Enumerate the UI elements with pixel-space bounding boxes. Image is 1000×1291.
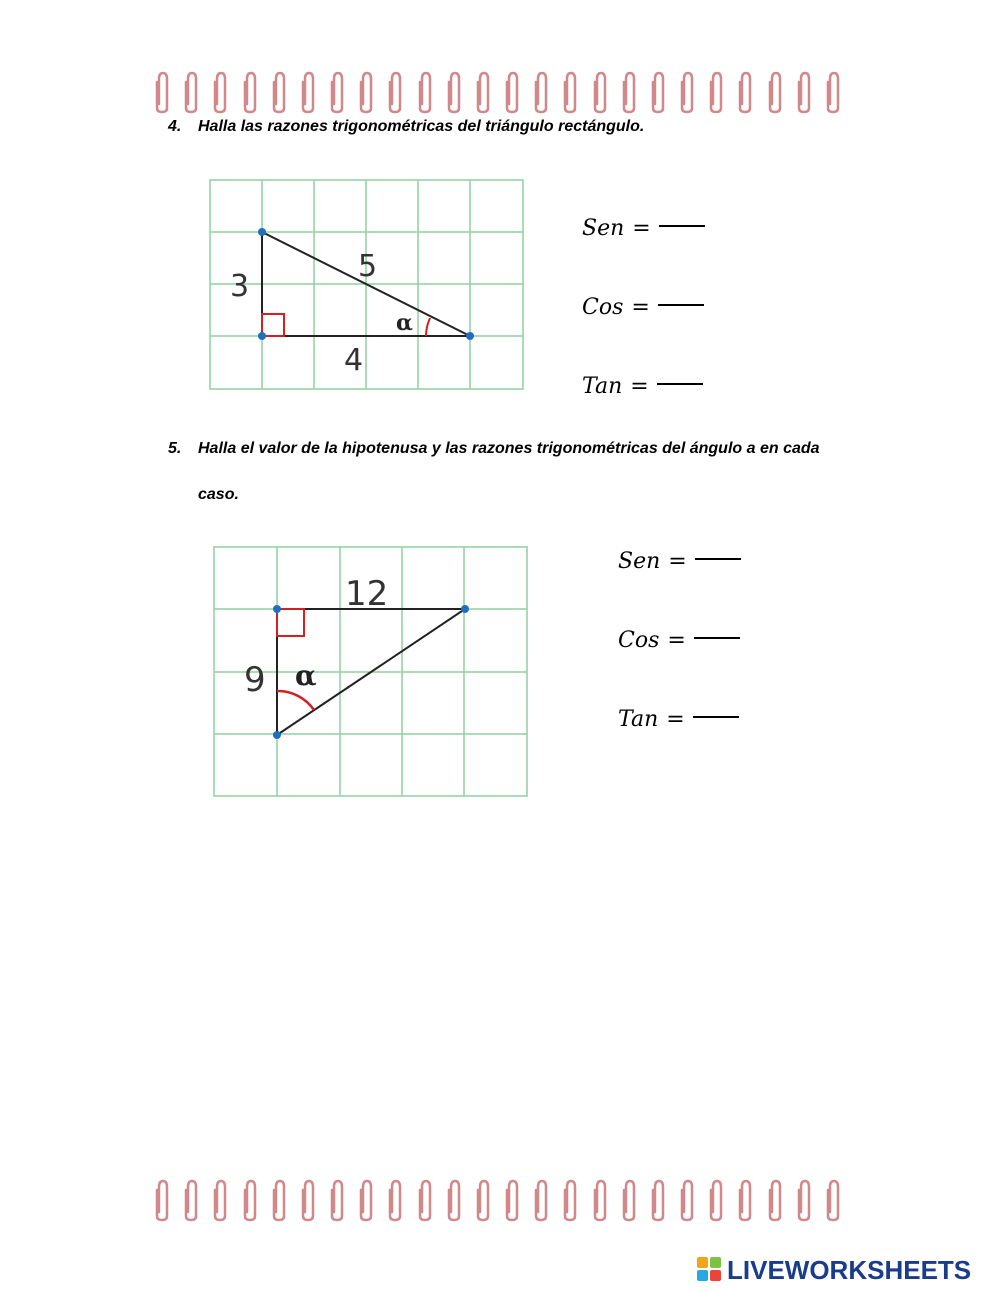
paperclip-icon: [650, 1178, 666, 1222]
equals-sign: =: [632, 216, 651, 241]
paperclip-icon: [708, 1178, 724, 1222]
paperclip-icon: [271, 70, 287, 114]
equals-sign: =: [631, 295, 650, 320]
paperclip-icon: [504, 70, 520, 114]
paperclip-icon: [387, 70, 403, 114]
angle-arc: [277, 691, 314, 710]
vertex-point: [258, 332, 266, 340]
vertex-point: [273, 605, 281, 613]
question-5-number: 5.: [168, 440, 182, 457]
answer-blank[interactable]: [658, 304, 704, 306]
paperclip-icon: [533, 1178, 549, 1222]
paperclip-icon: [417, 1178, 433, 1222]
ratio-label: Sen: [582, 216, 625, 241]
paperclip-icon: [446, 1178, 462, 1222]
side-label-vertical: 3: [230, 269, 250, 304]
paperclip-icon: [562, 1178, 578, 1222]
paperclip-icon: [679, 70, 695, 114]
paperclip-icon: [592, 1178, 608, 1222]
paperclip-icon: [796, 70, 812, 114]
question-5-text-continued: caso.: [198, 486, 239, 503]
paperclip-icon: [621, 1178, 637, 1222]
answer-blank[interactable]: [695, 558, 741, 560]
side-label-horizontal: 4: [344, 343, 364, 378]
paperclip-icon: [446, 70, 462, 114]
paperclip-icon: [533, 70, 549, 114]
paperclip-icon: [183, 70, 199, 114]
paperclip-icon: [154, 70, 170, 114]
header-paperclip-row: [150, 70, 850, 116]
side-label-horizontal: 12: [345, 574, 389, 614]
hypotenuse-label: 5: [358, 249, 378, 284]
answer-blank[interactable]: [657, 383, 703, 385]
ratio-sen-q5: [618, 549, 741, 574]
ratio-cos-q5: [618, 628, 740, 653]
angle-arc: [426, 318, 430, 336]
paperclip-icon: [796, 1178, 812, 1222]
ratio-label: Cos: [618, 628, 660, 653]
paperclip-icon: [358, 70, 374, 114]
ratio-label: Cos: [582, 295, 624, 320]
ratio-sen-q4: [582, 216, 705, 241]
paperclip-icon: [767, 70, 783, 114]
paperclip-icon: [417, 70, 433, 114]
paperclip-icon: [212, 70, 228, 114]
paperclip-icon: [154, 1178, 170, 1222]
equals-sign: =: [668, 549, 687, 574]
paperclip-icon: [825, 70, 841, 114]
question-5-text: Halla el valor de la hipotenusa y las razones trigonométricas del ángulo a en cada: [198, 440, 820, 457]
vertex-point: [461, 605, 469, 613]
paperclip-icon: [475, 1178, 491, 1222]
logo-mark-icon: [697, 1257, 723, 1283]
paperclip-icon: [212, 1178, 228, 1222]
logo-text: LIVEWORKSHEETS: [727, 1255, 972, 1285]
answer-blank[interactable]: [659, 225, 705, 227]
paperclip-icon: [242, 1178, 258, 1222]
ratio-tan-q4: [582, 374, 703, 399]
ratio-tan-q5: [618, 707, 739, 732]
ratio-cos-q4: [582, 295, 704, 320]
paperclip-icon: [183, 1178, 199, 1222]
right-angle-marker: [262, 314, 284, 336]
paperclip-icon: [650, 70, 666, 114]
paperclip-icon: [737, 1178, 753, 1222]
paperclip-icon: [562, 70, 578, 114]
vertex-point: [466, 332, 474, 340]
paperclip-icon: [387, 1178, 403, 1222]
footer-paperclip-row: [150, 1178, 850, 1224]
ratio-label: Sen: [618, 549, 661, 574]
question-4-text: Halla las razones trigonométricas del triángulo rectángulo.: [198, 118, 645, 135]
liveworksheets-logo: [697, 1255, 997, 1285]
paperclip-icon: [504, 1178, 520, 1222]
paperclip-icon: [679, 1178, 695, 1222]
triangle-figure-q5: [212, 545, 532, 799]
paperclip-icon: [767, 1178, 783, 1222]
paperclip-icon: [358, 1178, 374, 1222]
paperclip-icon: [592, 70, 608, 114]
paperclip-icon: [621, 70, 637, 114]
question-4-number: 4.: [168, 118, 182, 135]
paperclip-icon: [242, 70, 258, 114]
paperclip-icon: [271, 1178, 287, 1222]
right-angle-marker: [277, 609, 304, 636]
vertex-point: [258, 228, 266, 236]
side-label-vertical: 9: [244, 660, 266, 700]
answer-blank[interactable]: [694, 637, 740, 639]
paperclip-icon: [825, 1178, 841, 1222]
paperclip-icon: [329, 1178, 345, 1222]
vertex-point: [273, 731, 281, 739]
paperclip-icon: [300, 70, 316, 114]
answer-blank[interactable]: [693, 716, 739, 718]
paperclip-icon: [475, 70, 491, 114]
equals-sign: =: [630, 374, 649, 399]
paperclip-icon: [737, 70, 753, 114]
paperclip-icon: [708, 70, 724, 114]
angle-label: α: [396, 310, 413, 336]
ratio-label: Tan: [618, 707, 659, 732]
equals-sign: =: [666, 707, 685, 732]
triangle-figure-q4: [208, 178, 526, 392]
equals-sign: =: [667, 628, 686, 653]
paperclip-icon: [329, 70, 345, 114]
ratio-label: Tan: [582, 374, 623, 399]
paperclip-icon: [300, 1178, 316, 1222]
angle-label: α: [295, 659, 317, 692]
